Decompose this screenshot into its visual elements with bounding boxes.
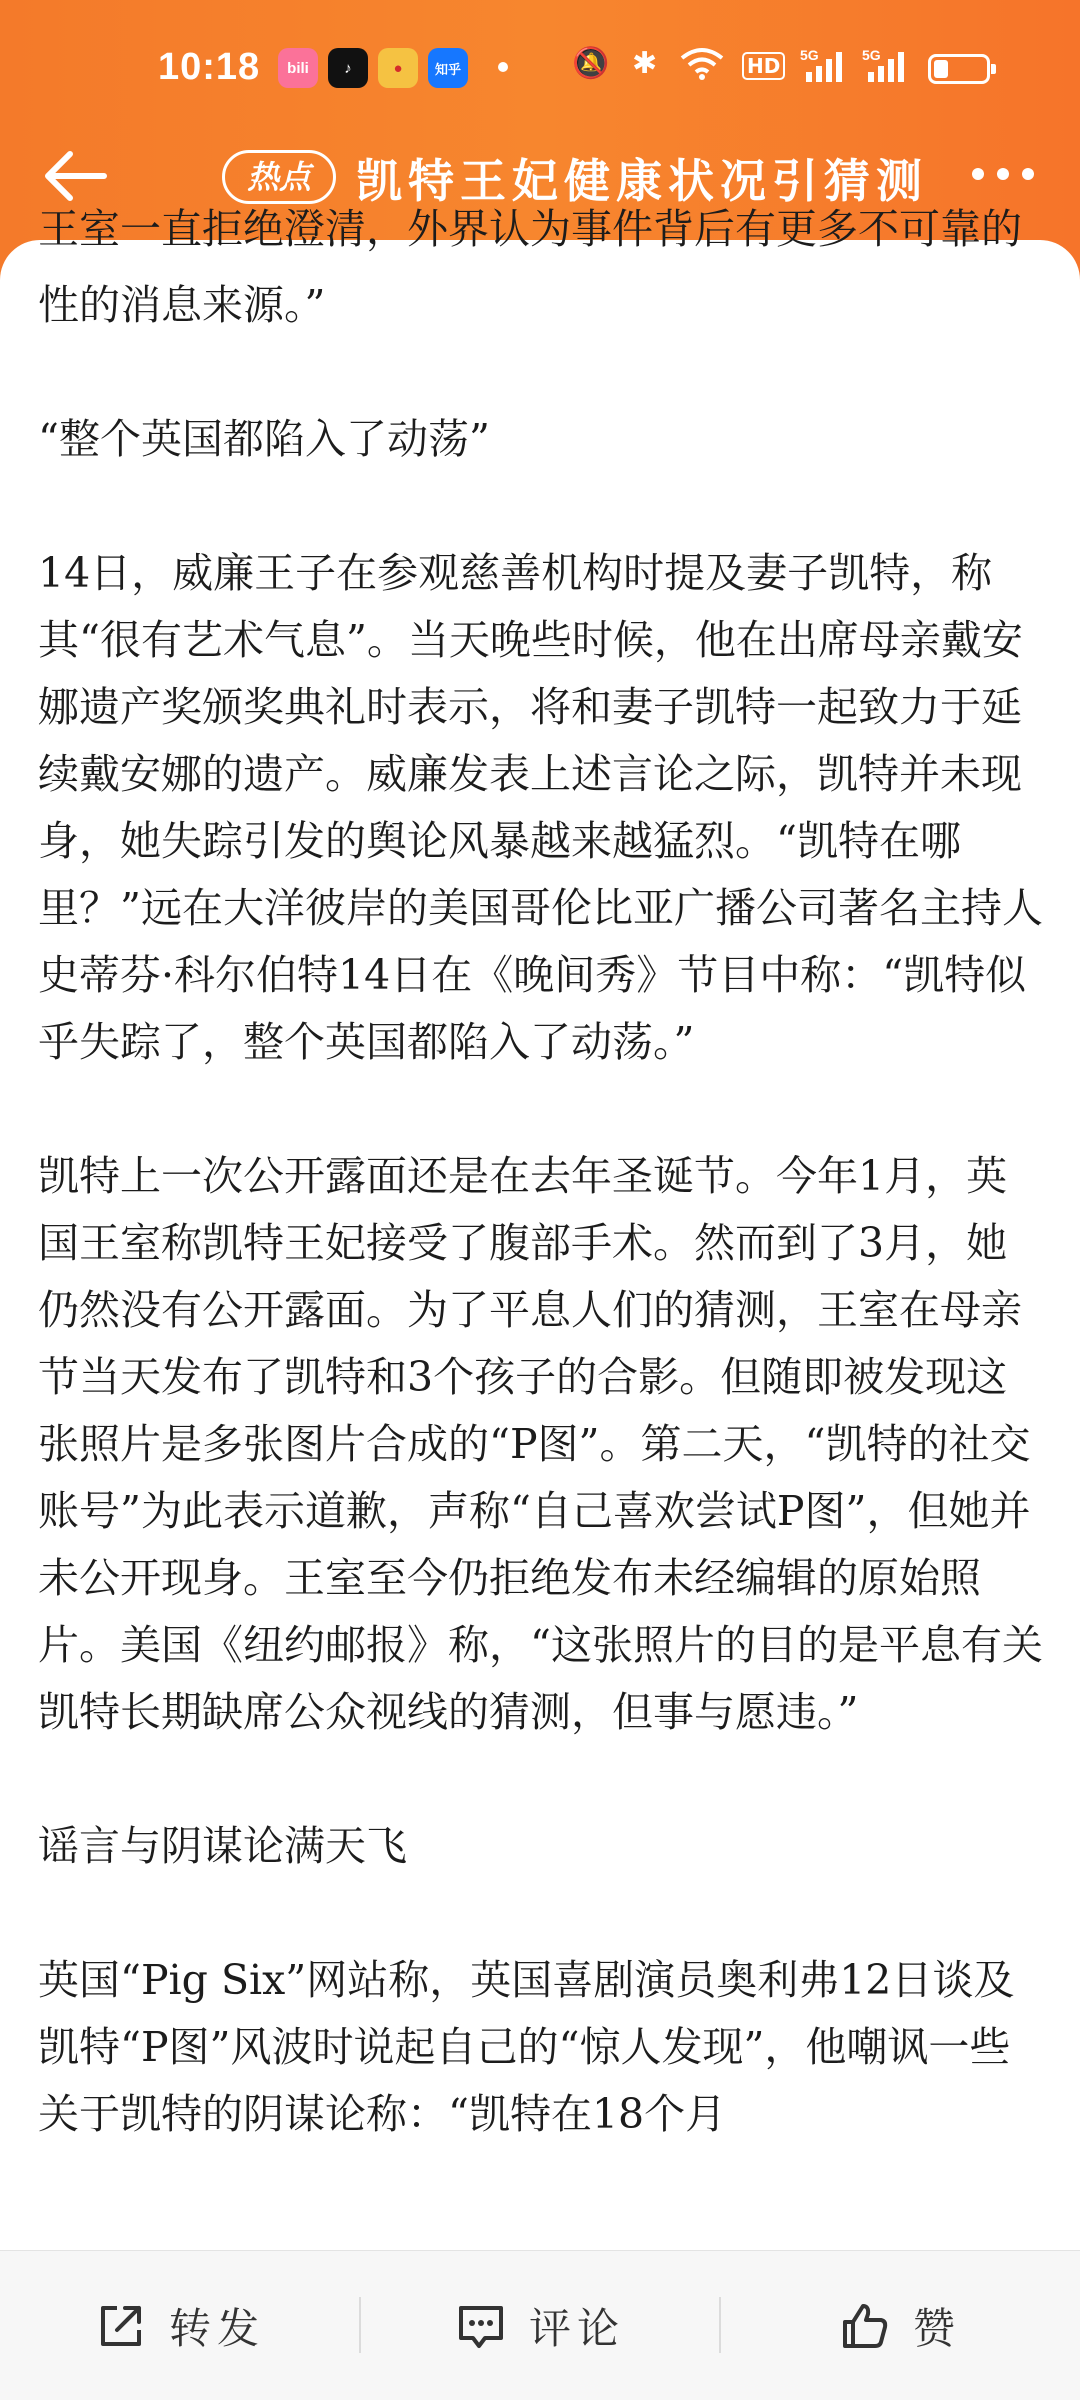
article-container[interactable] xyxy=(0,205,1080,2250)
battery-icon xyxy=(928,54,990,84)
wifi-icon xyxy=(680,46,724,88)
douyin-icon: ♪ xyxy=(328,48,368,88)
hd-icon: HD xyxy=(742,52,785,80)
svg-text:5G: 5G xyxy=(800,47,819,63)
article-cut-line: 王室一直拒绝澄清，外界认为事件背后有更多不可靠的 xyxy=(38,205,1022,253)
weibo-icon: ● xyxy=(378,48,418,88)
comment-button[interactable] xyxy=(360,2251,720,2401)
share-icon xyxy=(95,2300,147,2352)
more-options-button[interactable] xyxy=(972,168,1034,180)
status-bar xyxy=(0,0,1080,140)
mute-icon: 🔕 xyxy=(572,46,610,81)
page-title: 凯特王妃健康状况引猜测 xyxy=(356,154,928,208)
article-body xyxy=(38,272,1048,2148)
section-heading: “整个英国都陷入了动荡” xyxy=(38,415,490,463)
share-button[interactable] xyxy=(0,2251,360,2401)
article-paragraph: 14日，威廉王子在参观慈善机构时提及妻子凯特，称其“很有艺术气息”。当天晚些时候，他在出席母亲戴安娜遗产奖颁奖典礼时表示，将和妻子凯特一起致力于延续戴安娜的遗产。威廉发表上述言论之际，凯特并未现身，她失踪引发的舆论风暴越来越猛烈。“凯特在哪里？”远在大洋彼岸的美国哥伦比亚广播公司著名主持人史蒂芬·科尔伯特14日在《晚间秀》节目中称：“凯特似乎失踪了，整个英国都陷入了动荡。” xyxy=(38,549,1043,1066)
like-label: 赞 xyxy=(912,2304,961,2353)
hot-topic-badge: 热点 xyxy=(222,150,336,204)
zhihu-icon: 知乎 xyxy=(428,48,468,88)
share-label: 转发 xyxy=(168,2304,265,2353)
thumbs-up-icon xyxy=(839,2300,891,2352)
notification-dot-icon xyxy=(498,62,508,72)
more-dot-icon xyxy=(1022,168,1034,180)
comment-label: 评论 xyxy=(528,2304,625,2353)
clock: 10:18 xyxy=(158,46,261,88)
like-button[interactable] xyxy=(720,2251,1080,2401)
article-paragraph: 性的消息来源。” xyxy=(38,281,326,329)
signal-5g-icon-2 xyxy=(862,46,912,92)
signal-5g-icon-1 xyxy=(800,46,850,92)
more-dot-icon xyxy=(997,168,1009,180)
more-dot-icon xyxy=(972,168,984,180)
svg-text:5G: 5G xyxy=(862,47,881,63)
bilibili-icon: bili xyxy=(278,48,318,88)
bottom-action-bar xyxy=(0,2250,1080,2400)
section-heading: 谣言与阴谋论满天飞 xyxy=(38,1822,407,1870)
bluetooth-icon: ✱ xyxy=(632,46,658,81)
comment-icon xyxy=(455,2300,507,2352)
article-paragraph: 凯特上一次公开露面还是在去年圣诞节。今年1月，英国王室称凯特王妃接受了腹部手术。然而到了3月，她仍然没有公开露面。为了平息人们的猜测，王室在母亲节当天发布了凯特和3个孩子的合影。但随即被发现这张照片是多张图片合成的“P图”。第二天，“凯特的社交账号”为此表示道歉，声称“自己喜欢尝试P图”，但她并未公开现身。王室至今仍拒绝发布未经编辑的原始照片。美国《纽约邮报》称，“这张照片的目的是平息有关凯特长期缺席公众视线的猜测，但事与愿违。” xyxy=(38,1152,1043,1736)
article-paragraph: 英国“Pig Six”网站称，英国喜剧演员奥利弗12日谈及凯特“P图”风波时说起自己的“惊人发现”，他嘲讽一些关于凯特的阴谋论称：“凯特在18个月 xyxy=(38,1956,1015,2138)
